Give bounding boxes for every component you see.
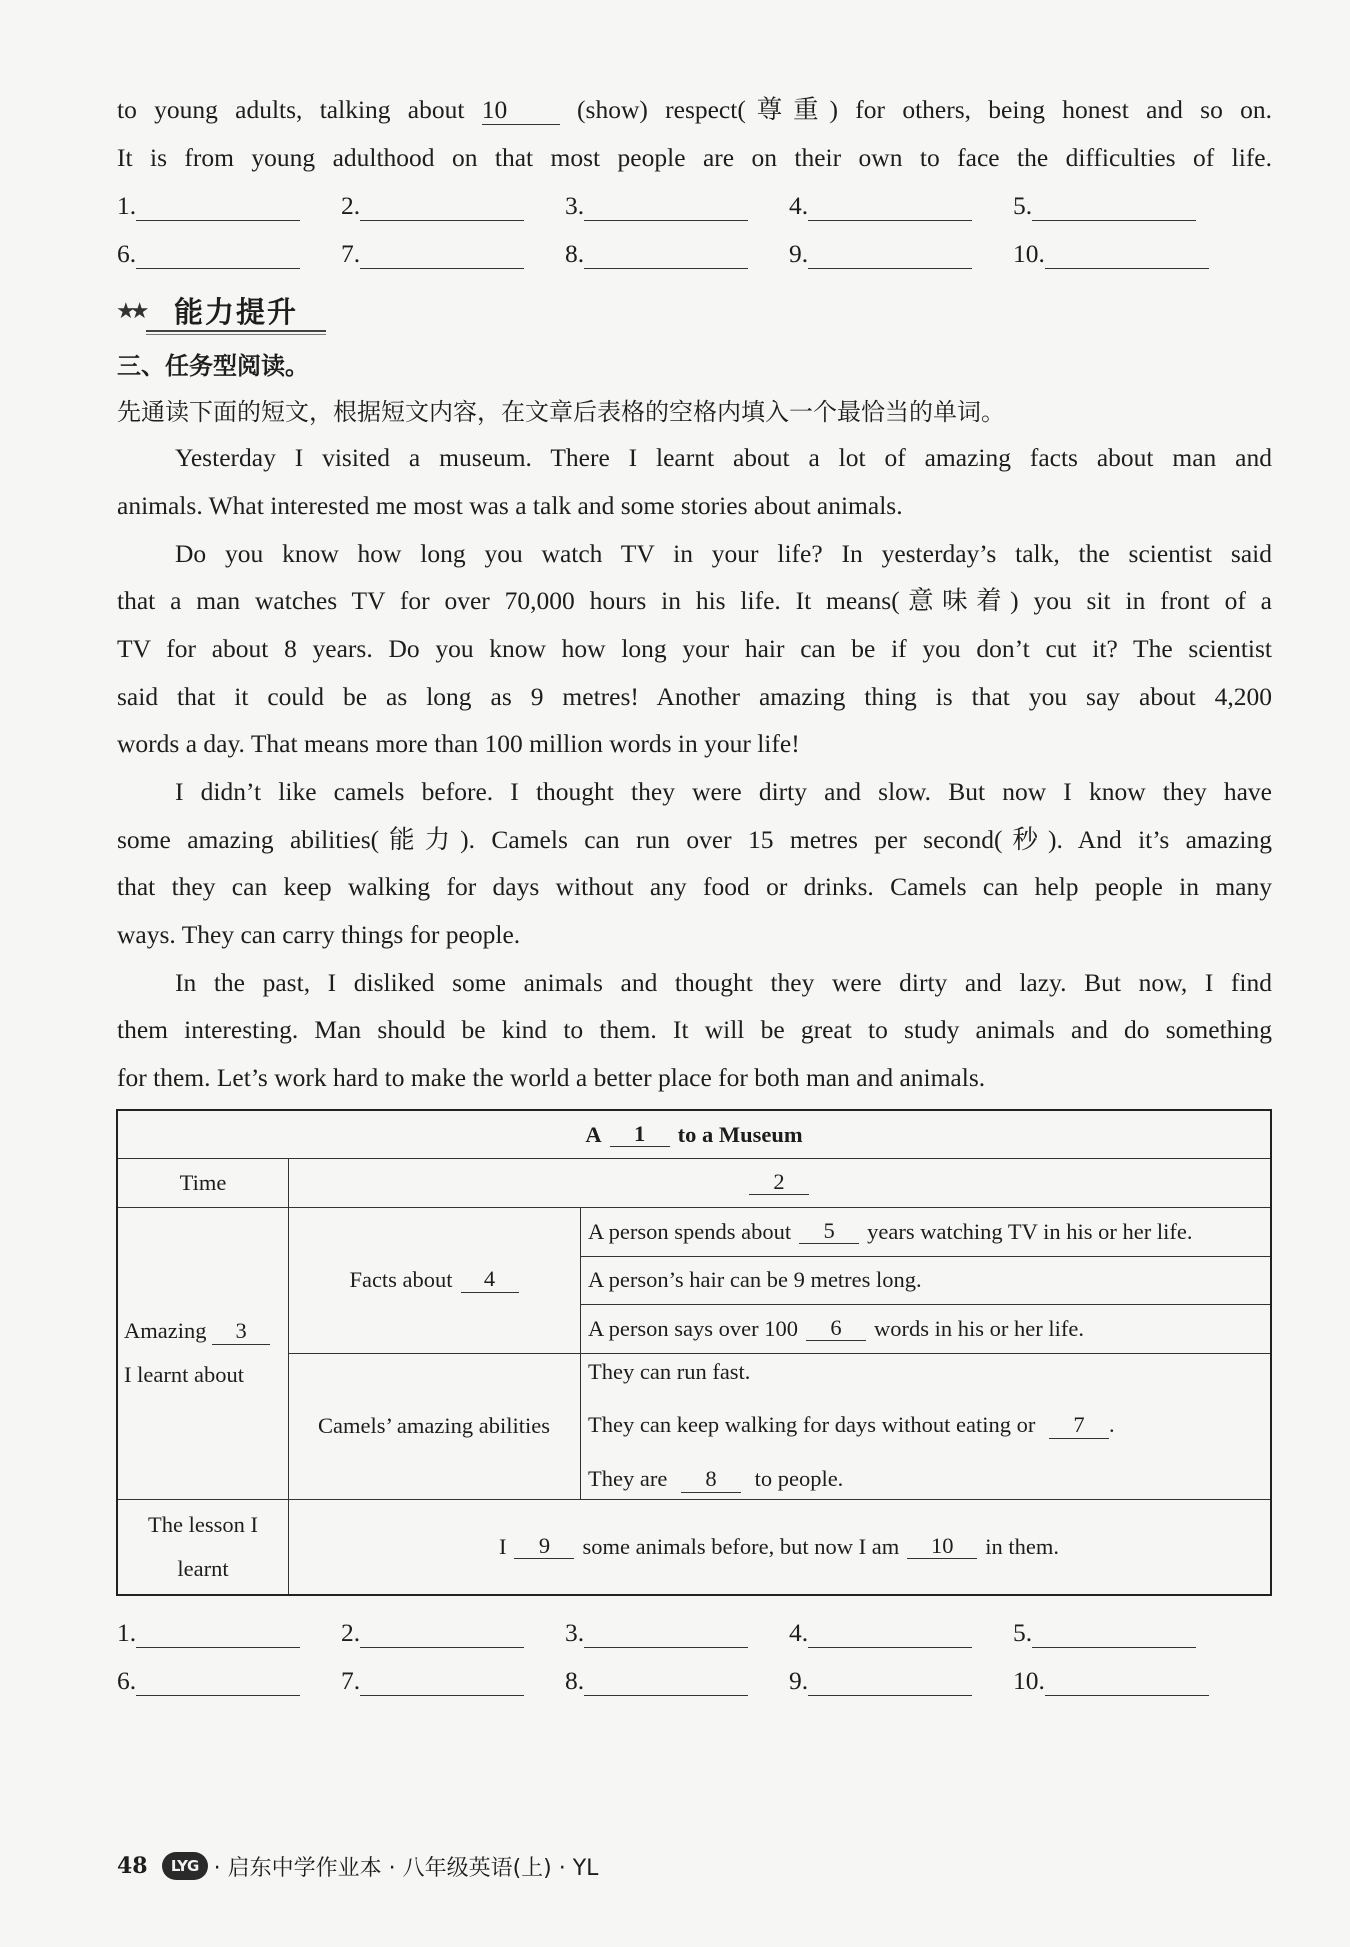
lesson-value <box>288 1499 1270 1594</box>
answer-label: 10. <box>1013 239 1045 268</box>
answer-item <box>341 230 524 278</box>
answer-label: 3. <box>565 191 585 220</box>
text-fragment: to young adults, talking about <box>117 95 465 124</box>
answer-item <box>565 182 748 230</box>
instruction-text: 先通读下面的短文，根据短文内容，在文章后表格的空格内填入一个最恰当的单词。 <box>117 398 1005 426</box>
answer-blank[interactable] <box>584 1665 748 1696</box>
passage-line: I didn’t like camels before. I thought they were dirty and slow. But now I know they have <box>175 777 1272 806</box>
blank-8: 8 <box>681 1467 741 1493</box>
text-fragment: to a Museum <box>677 1121 803 1147</box>
lesson-label <box>118 1499 288 1594</box>
page-number: 48 <box>117 1853 148 1879</box>
amazing-label-line: I learnt about <box>124 1362 244 1387</box>
answer-label: 1. <box>117 191 137 220</box>
passage-line: animals. What interested me most was a talk and some stories about animals. <box>117 491 903 520</box>
answer-label: 6. <box>117 1666 137 1695</box>
blank-10: 10 <box>907 1534 977 1560</box>
text-fragment: Facts about <box>349 1267 453 1292</box>
answer-item <box>117 1609 300 1657</box>
answer-row-4 <box>117 1657 1277 1705</box>
answer-label: 1. <box>117 1618 137 1647</box>
answer-row-1 <box>117 182 1277 230</box>
time-value <box>288 1158 1270 1207</box>
passage-line: said that it could be as long as 9 metres! Another amazing thing is that you say about 4,200 <box>117 682 1272 711</box>
text-fragment: A person spends about <box>588 1218 792 1244</box>
page-footer <box>117 1848 598 1884</box>
answer-item <box>789 1609 972 1657</box>
passage-line: some amazing abilities(能力). Camels can run over 15 metres per second(秒). And it’s amazing <box>117 825 1272 854</box>
answer-label: 6. <box>117 239 137 268</box>
answer-item <box>1013 1609 1196 1657</box>
top-passage-line-2: It is from young adulthood on that most people are on their own to face the difficulties of life. <box>117 143 1272 172</box>
blank-9: 9 <box>514 1534 574 1560</box>
answer-item <box>341 1609 524 1657</box>
table-title <box>118 1111 1270 1158</box>
passage-line: for them. Let’s work hard to make the world a better place for both man and animals. <box>117 1063 986 1092</box>
passage-line: Do you know how long you watch TV in your life? In yesterday’s talk, the scientist said <box>175 539 1272 568</box>
answer-item <box>789 230 972 278</box>
answer-blank[interactable] <box>808 238 972 269</box>
amazing-label <box>124 1207 288 1499</box>
amazing-label-line <box>124 1309 270 1353</box>
answer-blank[interactable] <box>1045 238 1209 269</box>
answer-label: 2. <box>341 191 361 220</box>
banner-title: 能力提升 <box>174 295 299 329</box>
text-fragment: years watching TV in his or her life. <box>867 1218 1193 1244</box>
answer-blank[interactable] <box>136 238 300 269</box>
passage-line: them interesting. Man should be kind to them. It will be great to study animals and do something <box>117 1015 1272 1044</box>
answer-row-2 <box>117 230 1277 278</box>
blank-10: 10 <box>482 96 560 125</box>
answer-label: 9. <box>789 239 809 268</box>
text-fragment: A person says over 100 <box>588 1315 798 1341</box>
section-banner <box>116 290 326 336</box>
text-fragment: They can keep walking for days without eating or <box>588 1412 1036 1438</box>
fact-2: A person’s hair can be 9 metres long. <box>588 1267 922 1292</box>
section-heading: 三、任务型阅读。 <box>117 352 309 380</box>
blank-2: 2 <box>749 1170 809 1196</box>
answer-item <box>565 1657 748 1705</box>
answer-label: 2. <box>341 1618 361 1647</box>
answer-row-3 <box>117 1609 1277 1657</box>
answer-blank[interactable] <box>360 1617 524 1648</box>
text-fragment: A <box>585 1121 602 1147</box>
blank-3: 3 <box>212 1319 270 1345</box>
fact-3 <box>588 1304 1270 1353</box>
answer-label: 5. <box>1013 191 1033 220</box>
passage-line: words a day. That means more than 100 million words in your life! <box>117 729 800 758</box>
time-label: Time <box>179 1169 227 1195</box>
text-fragment: some animals before, but now I am <box>582 1533 900 1559</box>
text-fragment: words in his or her life. <box>873 1315 1084 1341</box>
text-fragment: . <box>1109 1412 1115 1438</box>
answer-blank[interactable] <box>808 1617 972 1648</box>
answer-item <box>789 1657 972 1705</box>
fact-1 <box>588 1207 1270 1256</box>
blank-6: 6 <box>806 1316 866 1342</box>
answer-label: 8. <box>565 239 585 268</box>
answer-label: 4. <box>789 191 809 220</box>
answer-blank[interactable] <box>808 190 972 221</box>
answer-blank[interactable] <box>1045 1665 1209 1696</box>
answer-item <box>341 1657 524 1705</box>
passage-line: that a man watches TV for over 70,000 hours in his life. It means(意味着) you sit in front of a <box>117 586 1272 615</box>
answer-blank[interactable] <box>136 1617 300 1648</box>
text-fragment: to people. <box>754 1466 844 1492</box>
passage-line: Yesterday I visited a museum. There I learnt about a lot of amazing facts about man and <box>175 443 1272 472</box>
lesson-label-line: learnt <box>177 1555 229 1581</box>
blank-5: 5 <box>799 1219 859 1245</box>
answer-label: 5. <box>1013 1618 1033 1647</box>
answer-item <box>341 182 524 230</box>
camel-abilities <box>588 1359 1270 1493</box>
blank-7: 7 <box>1049 1413 1109 1439</box>
answer-label: 10. <box>1013 1666 1045 1695</box>
blank-1: 1 <box>610 1122 670 1148</box>
camels-label: Camels’ amazing abilities <box>317 1413 550 1438</box>
banner-underline <box>146 330 326 332</box>
answer-blank[interactable] <box>584 1617 748 1648</box>
camel-ability-1: They can run fast. <box>588 1359 751 1384</box>
text-fragment: I <box>498 1533 507 1559</box>
table-rule <box>580 1207 581 1499</box>
passage-line: that they can keep walking for days without any food or drinks. Camels can help people in many <box>117 872 1272 901</box>
answer-item <box>1013 230 1209 278</box>
answer-item <box>1013 182 1196 230</box>
footer-text: · 启东中学作业本 · 八年级英语(上) · YL <box>213 1855 599 1881</box>
answer-label: 4. <box>789 1618 809 1647</box>
museum-table <box>116 1109 1272 1596</box>
lesson-label-line: The lesson I <box>148 1511 258 1537</box>
answer-blank[interactable] <box>584 238 748 269</box>
answer-label: 3. <box>565 1618 585 1647</box>
answer-blank[interactable] <box>136 190 300 221</box>
publisher-logo: LYG <box>162 1852 208 1880</box>
text-fragment: They are <box>588 1466 668 1492</box>
text-fragment: (show) respect(尊重) for others, being honest and so on. <box>577 95 1272 124</box>
passage-line: ways. They can carry things for people. <box>117 920 521 949</box>
answer-item <box>117 230 300 278</box>
blank-4: 4 <box>461 1267 519 1293</box>
answer-label: 7. <box>341 1666 361 1695</box>
answer-blank[interactable] <box>360 1665 524 1696</box>
answer-blank[interactable] <box>360 238 524 269</box>
passage-line: In the past, I disliked some animals and thought they were dirty and lazy. But now, I find <box>175 968 1272 997</box>
camel-ability-3 <box>588 1466 843 1493</box>
answer-item <box>117 1657 300 1705</box>
banner-underline <box>146 334 326 335</box>
answer-blank[interactable] <box>136 1665 300 1696</box>
top-passage-line-1 <box>117 86 1272 134</box>
answer-item <box>1013 1657 1209 1705</box>
answer-blank[interactable] <box>360 190 524 221</box>
answer-label: 8. <box>565 1666 585 1695</box>
answer-blank[interactable] <box>1032 190 1196 221</box>
star-icon: ★★ <box>116 298 144 323</box>
answer-item <box>789 182 972 230</box>
answer-item <box>117 182 300 230</box>
answer-label: 9. <box>789 1666 809 1695</box>
answer-item <box>565 1609 748 1657</box>
text-fragment: in them. <box>985 1533 1060 1559</box>
passage-line: TV for about 8 years. Do you know how long your hair can be if you don’t cut it? The scientist <box>117 634 1272 663</box>
answer-label: 7. <box>341 239 361 268</box>
answer-item <box>565 230 748 278</box>
answer-blank[interactable] <box>584 190 748 221</box>
answer-blank[interactable] <box>1032 1617 1196 1648</box>
text-fragment: Amazing <box>124 1318 207 1343</box>
facts-label <box>288 1207 580 1353</box>
camel-ability-2 <box>588 1412 1115 1439</box>
answer-blank[interactable] <box>808 1665 972 1696</box>
